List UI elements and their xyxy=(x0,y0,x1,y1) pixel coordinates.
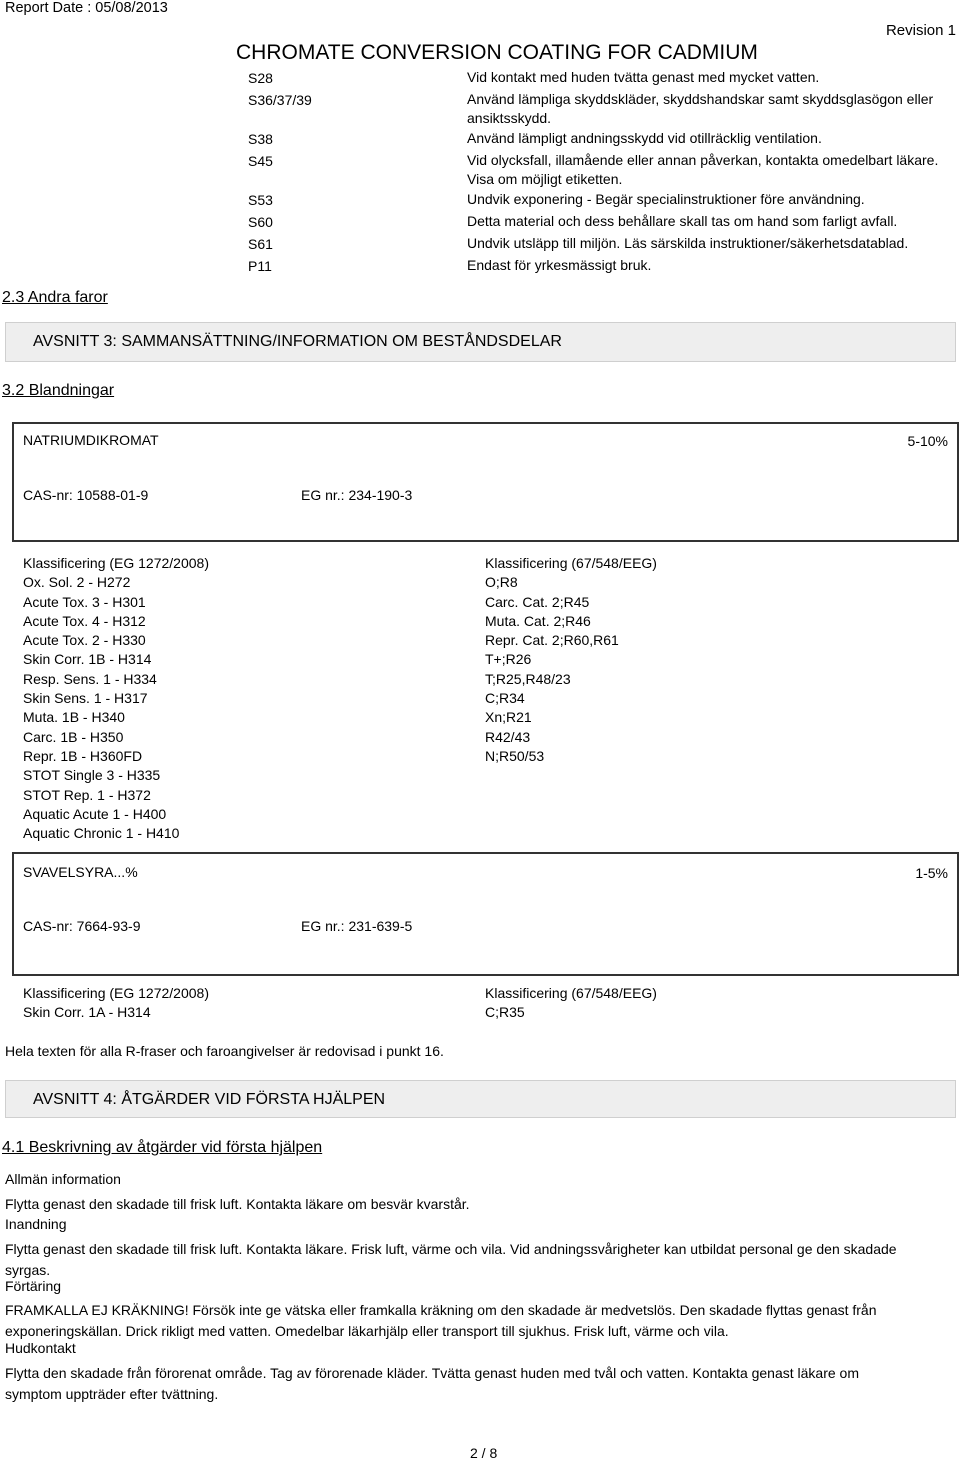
clp-classification xyxy=(23,554,209,843)
revision-label: Revision 1 xyxy=(885,22,956,39)
clp-item: STOT Single 3 - H335 xyxy=(23,767,161,784)
clp-item: Acute Tox. 2 - H330 xyxy=(23,632,146,649)
phrase-text: Använd lämpligt andningsskydd vid otillräcklig ventilation. xyxy=(467,130,822,146)
phrase-text: Vid olycksfall, illamående eller annan påverkan, kontakta omedelbart läkare. Visa om möjligt etiketten. xyxy=(467,152,939,187)
subsection-3-2-heading: 3.2 Blandningar xyxy=(2,382,115,399)
clp-item: STOT Rep. 1 - H372 xyxy=(23,786,151,803)
component-percent: 1-5% xyxy=(915,865,948,881)
phrase-code: S36/37/39 xyxy=(248,92,312,108)
section-4-bar xyxy=(5,1080,956,1118)
phrase-code: S60 xyxy=(248,214,273,230)
dsd-item: Repr. Cat. 2;R60,R61 xyxy=(485,632,619,649)
dsd-classification xyxy=(485,554,657,766)
clp-item: Repr. 1B - H360FD xyxy=(23,747,143,764)
clp-item: Resp. Sens. 1 - H334 xyxy=(23,670,157,687)
phrase-text: Detta material och dess behållare skall tas om hand som farligt avfall. xyxy=(467,213,898,229)
phrase-code: S38 xyxy=(248,131,273,147)
section-4-title: AVSNITT 4: ÅTGÄRDER VID FÖRSTA HJÄLPEN xyxy=(33,1091,386,1108)
cas-number: CAS-nr: 10588-01-9 xyxy=(23,487,149,503)
first-aid-label: Inandning xyxy=(5,1216,67,1232)
clp-heading: Klassificering (EG 1272/2008) xyxy=(23,985,209,1001)
first-aid-text: Flytta den skadade från förorenat område. Tag av förorenade kläder. Tvätta genast huden med tvål och vatten. Kontakta genast läkare om symptom uppträder efter tvättning. xyxy=(5,1365,860,1402)
phrase-code: S28 xyxy=(248,70,273,86)
dsd-item: Muta. Cat. 2;R46 xyxy=(485,612,591,629)
clp-heading: Klassificering (EG 1272/2008) xyxy=(23,555,209,571)
dsd-item: T;R25,R48/23 xyxy=(485,670,571,687)
dsd-item: N;R50/53 xyxy=(485,747,545,764)
phrase-code: S45 xyxy=(248,153,273,169)
phrase-text: Undvik utsläpp till miljön. Läs särskilda instruktioner/säkerhetsdatablad. xyxy=(467,235,909,251)
dsd-item: C;R35 xyxy=(485,1004,525,1021)
phrase-text: Undvik exponering - Begär specialinstruktioner före användning. xyxy=(467,191,865,207)
phrase-text: Vid kontakt med huden tvätta genast med mycket vatten. xyxy=(467,69,820,85)
first-aid-text: Flytta genast den skadade till frisk luft. Kontakta läkare om besvär kvarstår. xyxy=(5,1196,470,1212)
clp-item: Acute Tox. 4 - H312 xyxy=(23,612,146,629)
clp-classification xyxy=(23,984,209,1023)
dsd-item: T+;R26 xyxy=(485,651,532,668)
document-title: CHROMATE CONVERSION COATING FOR CADMIUM xyxy=(236,41,758,64)
subsection-2-3-heading: 2.3 Andra faror xyxy=(2,289,108,306)
r-phrase-note: Hela texten för alla R-fraser och faroangivelser är redovisad i punkt 16. xyxy=(5,1043,444,1059)
first-aid-label: Förtäring xyxy=(5,1278,62,1294)
first-aid-label: Allmän information xyxy=(5,1171,121,1187)
clp-item: Ox. Sol. 2 - H272 xyxy=(23,574,131,591)
component-name: SVAVELSYRA...% xyxy=(23,864,138,880)
cas-number: CAS-nr: 7664-93-9 xyxy=(23,918,141,934)
component-name: NATRIUMDIKROMAT xyxy=(23,432,159,448)
clp-item: Aquatic Chronic 1 - H410 xyxy=(23,825,180,842)
component-header-box xyxy=(12,852,959,976)
subsection-4-1-heading: 4.1 Beskrivning av åtgärder vid första hjälpen xyxy=(2,1139,323,1156)
dsd-heading: Klassificering (67/548/EEG) xyxy=(485,985,657,1001)
eg-number: EG nr.: 234-190-3 xyxy=(301,487,413,503)
clp-item: Acute Tox. 3 - H301 xyxy=(23,593,146,610)
clp-item: Skin Corr. 1A - H314 xyxy=(23,1004,151,1021)
component-percent: 5-10% xyxy=(907,433,948,449)
dsd-item: O;R8 xyxy=(485,574,518,591)
clp-item: Skin Corr. 1B - H314 xyxy=(23,651,152,668)
dsd-classification xyxy=(485,984,657,1023)
dsd-heading: Klassificering (67/548/EEG) xyxy=(485,555,657,571)
dsd-item: Carc. Cat. 2;R45 xyxy=(485,593,590,610)
section-3-title: AVSNITT 3: SAMMANSÄTTNING/INFORMATION OM BESTÅNDSDELAR xyxy=(33,333,562,350)
phrase-code: S61 xyxy=(248,236,273,252)
phrase-text: Använd lämpliga skyddskläder, skyddshandskar samt skyddsglasögon eller ansiktsskydd. xyxy=(467,91,934,126)
report-date: Report Date : 05/08/2013 xyxy=(5,0,168,16)
phrase-code: P11 xyxy=(248,258,272,274)
section-3-bar xyxy=(5,322,956,362)
dsd-item: Xn;R21 xyxy=(485,709,532,726)
phrase-text: Endast för yrkesmässigt bruk. xyxy=(467,257,652,273)
clp-item: Skin Sens. 1 - H317 xyxy=(23,690,148,707)
first-aid-text: FRAMKALLA EJ KRÄKNING! Försök inte ge vätska eller framkalla kräkning om den skadade är medvetslös. Den skadade flyttas genast från exponeringskällan. Drick rikligt med vatten. Omedelbar läkarhjälp eller transport till sjukhus. Frisk luft, värme och vila. xyxy=(5,1302,877,1339)
page-number: 2 / 8 xyxy=(470,1445,498,1461)
dsd-item: C;R34 xyxy=(485,690,525,707)
eg-number: EG nr.: 231-639-5 xyxy=(301,918,413,934)
dsd-item: R42/43 xyxy=(485,728,531,745)
clp-item: Aquatic Acute 1 - H400 xyxy=(23,805,167,822)
first-aid-label: Hudkontakt xyxy=(5,1340,76,1356)
clp-item: Muta. 1B - H340 xyxy=(23,709,125,726)
clp-item: Carc. 1B - H350 xyxy=(23,728,124,745)
phrase-code: S53 xyxy=(248,192,273,208)
first-aid-text: Flytta genast den skadade till frisk luft. Kontakta läkare. Frisk luft, värme och vila. Vid andningssvårigheter kan utbildat personal ge den skadade syrgas. xyxy=(5,1241,897,1278)
